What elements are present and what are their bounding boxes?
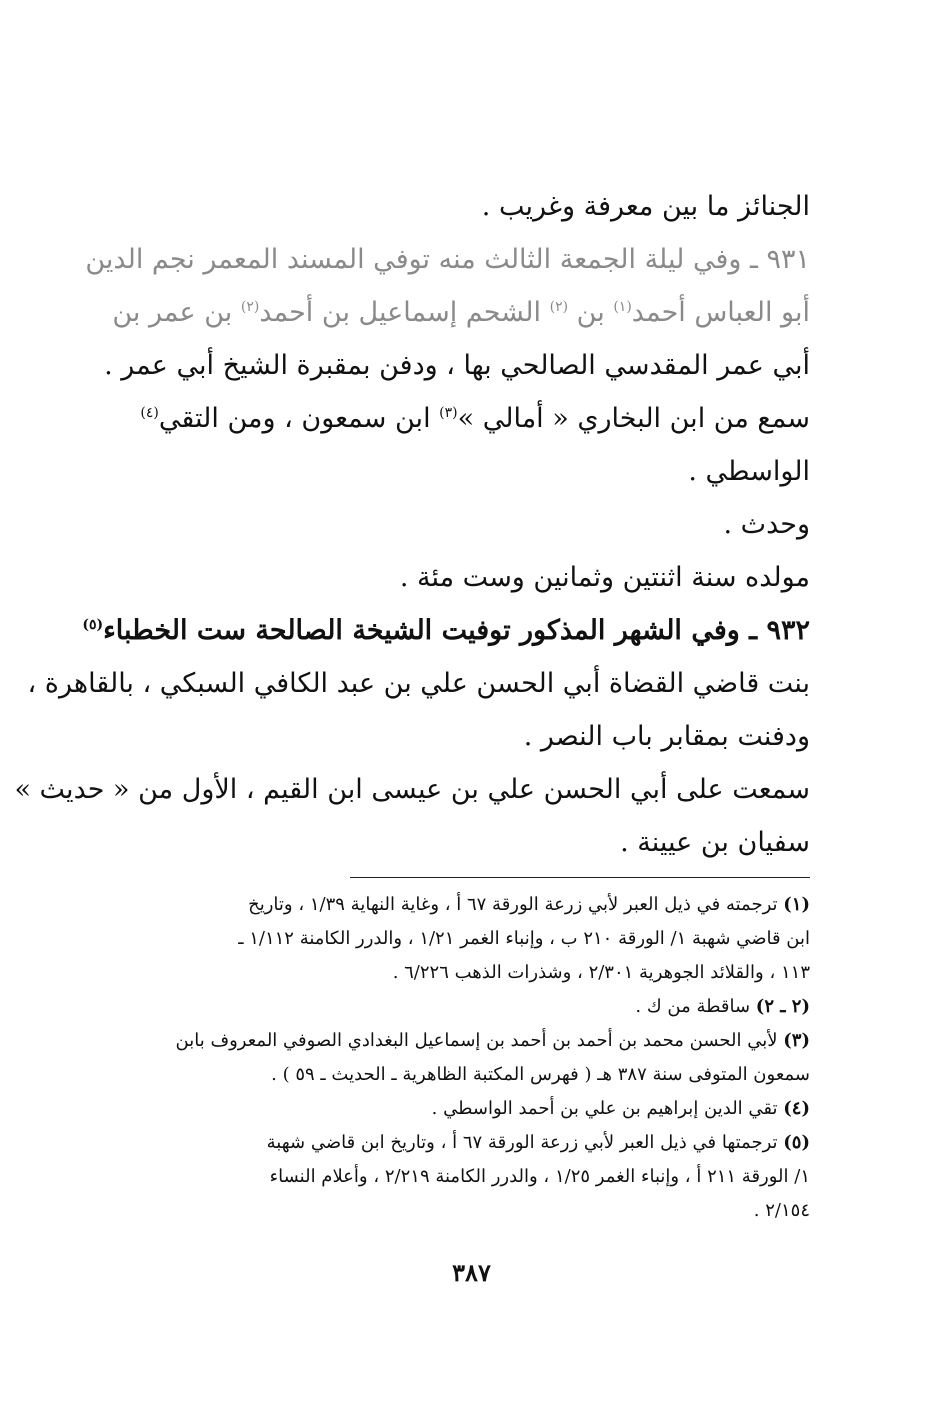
text-line-7: وحدث . [723, 509, 810, 540]
footnote-ref: (٢) [549, 299, 569, 315]
footnote-1: (١) ترجمته في ذيل العبر لأبي زرعة الورقة ٦٧ أ ، وغاية النهاية ١/٣٩ ، وتاريخ [248, 894, 810, 915]
footnote-5-cont: ٢/١٥٤ . [753, 1200, 810, 1221]
footnote-2: (٢ ـ ٢) ساقطة من ك . [635, 996, 810, 1017]
footnote-5-cont: ١/ الورقة ٢١١ أ ، وإنباء الغمر ١/٢٥ ، والدرر الكامنة ٢/٢١٩ ، وأعلام النساء [269, 1166, 810, 1187]
footnote-3: (٣) لأبي الحسن محمد بن أحمد بن أحمد بن إسماعيل البغدادي الصوفي المعروف بابن [175, 1030, 810, 1051]
footnote-3-cont: سمعون المتوفى سنة ٣٨٧ هـ ( فهرس المكتبة الظاهرية ـ الحديث ـ ٥٩ ) . [271, 1064, 810, 1085]
text-line-5: سمع من ابن البخاري « أمالي »$^{(٣)}$ ابن سمعون ، ومن التقي$^{(٤)}$ [140, 403, 810, 434]
page-number: ٣٨٧ [452, 1258, 491, 1287]
footnote-ref: (٥) [82, 617, 104, 633]
text-line-12: سمعت على أبي الحسن علي بن عيسى ابن القيم ، الأول من « حديث » [14, 774, 810, 805]
text-line-11: ودفنت بمقابر باب النصر . [523, 721, 810, 752]
text-line-4: أبي عمر المقدسي الصالحي بها ، ودفن بمقبرة الشيخ أبي عمر . [104, 350, 810, 381]
text-line-3: أبو العباس أحمد$^{(١)}$ بن $^{(٢)}$ الشحم إسماعيل بن أحمد$^{(٢)}$ بن عمر بن [112, 297, 810, 328]
text-line-8: مولده سنة اثنتين وثمانين وست مئة . [399, 562, 810, 593]
entry-931-heading: ٩٣١ ـ وفي ليلة الجمعة الثالث منه توفي المسند المعمر نجم الدين [85, 244, 810, 275]
text-line-13: سفيان بن عيينة . [620, 827, 810, 858]
footnote-5: (٥) ترجمتها في ذيل العبر لأبي زرعة الورقة ٦٧ أ ، وتاريخ ابن قاضي شهبة [266, 1132, 810, 1153]
entry-932-heading: ٩٣٢ ـ وفي الشهر المذكور توفيت الشيخة الصالحة ست الخطباء$^{(٥)}$ [82, 615, 810, 646]
text-line-6: الواسطي . [688, 456, 810, 487]
footnote-ref: (١) [613, 299, 632, 315]
footnote-1-cont: ١١٣ ، والقلائد الجوهرية ٢/٣٠١ ، وشذرات الذهب ٦/٢٢٦ . [392, 962, 810, 983]
text-line-1: الجنائز ما بين معرفة وغريب . [481, 191, 810, 222]
footnote-ref: (٣) [439, 405, 458, 421]
footnotes [130, 888, 810, 1228]
footnote-divider [350, 877, 810, 878]
footnote-1-cont: ابن قاضي شهبة ١/ الورقة ٢١٠ ب ، وإنباء الغمر ١/٢١ ، والدرر الكامنة ١/١١٢ ـ [238, 928, 810, 949]
text-line-10: بنت قاضي القضاة أبي الحسن علي بن عبد الكافي السبكي ، بالقاهرة ، [27, 668, 810, 699]
footnote-ref: (٢) [240, 299, 260, 315]
page-body [14, 180, 810, 1228]
footnote-4: (٤) تقي الدين إبراهيم بن علي بن أحمد الواسطي . [431, 1098, 810, 1119]
footnote-ref: (٤) [140, 405, 159, 421]
